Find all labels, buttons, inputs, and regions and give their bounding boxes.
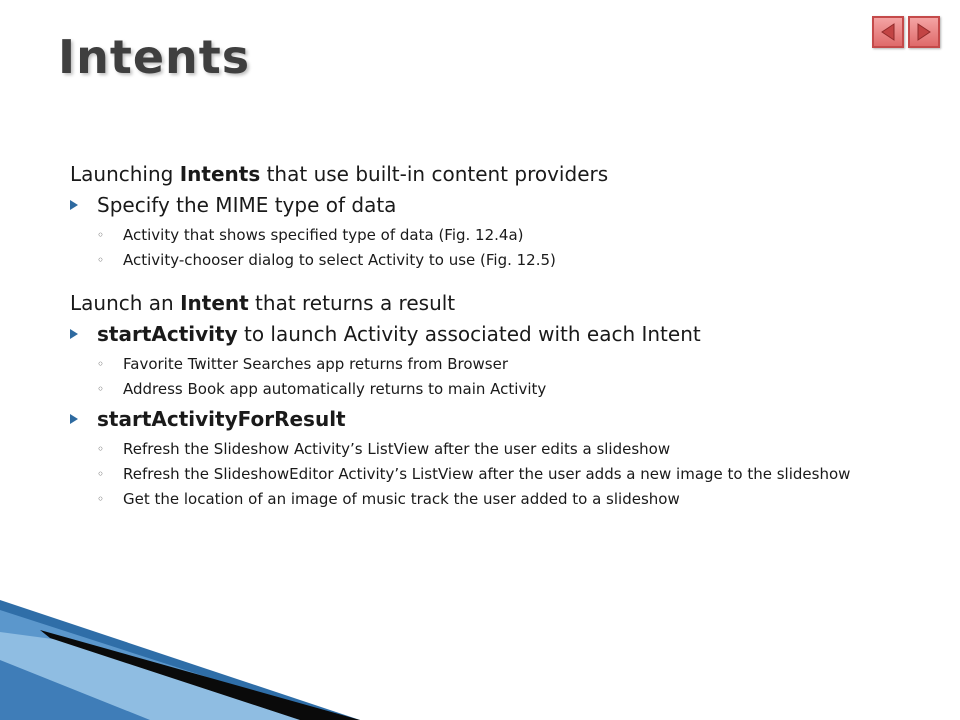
section-heading-returns-result (70, 289, 920, 317)
sub-bullet-item (97, 489, 920, 509)
bullet-keyword: startActivity (97, 322, 238, 346)
heading-keyword: Intent (180, 291, 249, 315)
triangle-left-icon (880, 23, 896, 41)
bullet-keyword: startActivityForResult (97, 407, 346, 431)
sub-bullet-text: Get the location of an image of music track the user added to a slideshow (123, 490, 680, 508)
sub-bullet-icon: ◦ (97, 357, 105, 371)
triangle-right-icon (916, 23, 932, 41)
heading-text: that returns a result (248, 291, 456, 315)
sub-bullet-item (97, 354, 920, 374)
heading-text: Launching (70, 162, 180, 186)
slide-body (70, 160, 920, 514)
previous-slide-button[interactable] (872, 16, 904, 48)
sub-bullet-item (97, 225, 920, 245)
sub-bullet-icon: ◦ (97, 467, 105, 481)
sub-bullet-text: Favorite Twitter Searches app returns from Browser (123, 355, 509, 373)
heading-text: Launch an (70, 291, 181, 315)
section-heading-builtin-providers (70, 160, 920, 188)
next-slide-button[interactable] (908, 16, 940, 48)
sub-bullet-text: Refresh the Slideshow Activity’s ListView after the user edits a slideshow (123, 440, 671, 458)
page-title: Intents (58, 30, 251, 84)
sub-bullet-item (97, 439, 920, 459)
bullet-item (70, 190, 920, 220)
sub-bullet-text: Activity that shows specified type of data (Fig. 12.4a) (123, 226, 524, 244)
sub-bullet-text: Address Book app automatically returns to main Activity (123, 380, 547, 398)
bullet-arrow-icon (70, 319, 97, 349)
bullet-text: to launch Activity associated with each Intent (237, 322, 701, 346)
sub-bullet-text: Refresh the SlideshowEditor Activity’s ListView after the user adds a new image to the slideshow (123, 465, 851, 483)
heading-text: that use built-in content providers (260, 162, 609, 186)
bullet-arrow-icon (70, 190, 97, 220)
sub-bullet-item (97, 379, 920, 399)
sub-bullet-icon: ◦ (97, 442, 105, 456)
bullet-item (70, 319, 920, 349)
slide-navigation (872, 16, 940, 48)
bullet-arrow-icon (70, 404, 97, 434)
sub-bullet-icon: ◦ (97, 228, 105, 242)
bullet-text: Specify the MIME type of data (97, 193, 397, 217)
sub-bullet-icon: ◦ (97, 382, 105, 396)
sub-bullet-item (97, 250, 920, 270)
sub-bullet-icon: ◦ (97, 492, 105, 506)
decorative-swoosh (0, 600, 360, 720)
heading-keyword: Intents (179, 162, 261, 186)
sub-bullet-item (97, 464, 920, 484)
bullet-item (70, 404, 920, 434)
sub-bullet-text: Activity-chooser dialog to select Activity to use (Fig. 12.5) (123, 251, 556, 269)
sub-bullet-icon: ◦ (97, 253, 105, 267)
